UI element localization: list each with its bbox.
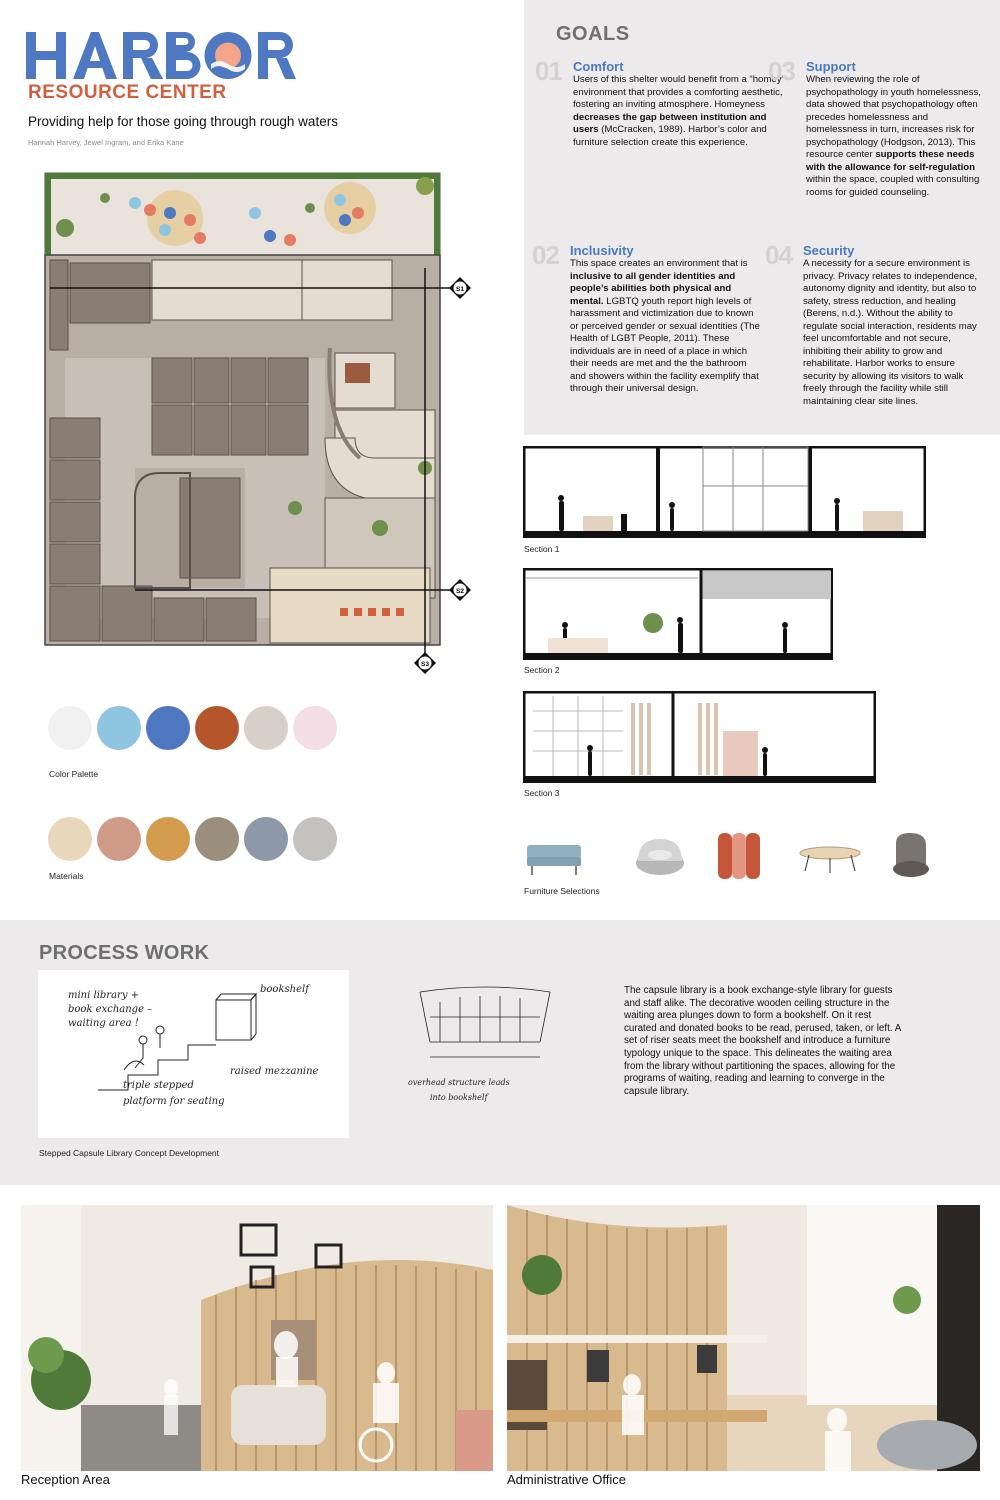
marker-label: S2 bbox=[456, 588, 464, 595]
goal-emphasis: inclusive to all gender identities and people’s abilities both physical and mental. bbox=[570, 270, 736, 307]
sketch-note: book exchange – bbox=[68, 1004, 153, 1015]
reception-area-render bbox=[21, 1205, 493, 1471]
floor-plan bbox=[40, 168, 480, 688]
sketch-note: bookshelf bbox=[260, 984, 309, 995]
sketch-caption: Stepped Capsule Library Concept Development bbox=[39, 1148, 220, 1158]
color-swatch bbox=[195, 706, 239, 750]
process-panel bbox=[0, 920, 1000, 1185]
armchair-image bbox=[632, 825, 688, 885]
goal-emphasis: supports these needs with the allowance for self-regulation bbox=[806, 149, 975, 173]
section-marker-s3 bbox=[414, 652, 436, 674]
goal-number: 04 bbox=[765, 240, 792, 270]
sketch-note: into bookshelf bbox=[430, 1093, 488, 1102]
process-description: The capsule library is a book exchange-style library for guests and staff alike. The decorative wooden ceiling structure in the waiting area plunges down to form a bookshelf. On it rest curated and donated books to be read, perused, taken, or left. A set of riser seats meet the bookshelf and introduce a furniture typology unique to the space. This delineates the waiting area from the library without partitioning the spaces, allowing for the programs of waiting, reading and learning to converge in the capsule library. bbox=[624, 985, 901, 1097]
sketch-note: mini library + bbox=[68, 990, 140, 1001]
section-3-label: Section 3 bbox=[524, 788, 560, 798]
stepped-library-sketch bbox=[38, 970, 349, 1138]
goal-body bbox=[573, 74, 788, 149]
section-marker-s1 bbox=[449, 277, 471, 299]
goal-text: When reviewing the role of psychopathology in youth homelessness, data showed that psychopathology often precedes homelessness and homelessness in turn, increases risk for psychopathology (Hodgson, 2013). This resource center bbox=[806, 74, 981, 160]
harbor-logo bbox=[26, 28, 296, 83]
tagline: Providing help for those going through rough waters bbox=[28, 114, 338, 129]
authors: Hannah Harvey, Jewel Ingram, and Erika Kane bbox=[28, 138, 184, 147]
marker-label: S3 bbox=[421, 661, 429, 668]
overhead-structure-sketch bbox=[400, 982, 570, 1112]
process-title: PROCESS WORK bbox=[39, 942, 210, 964]
color-swatch bbox=[97, 706, 141, 750]
material-swatch bbox=[293, 817, 337, 861]
marker-label: S1 bbox=[456, 286, 464, 293]
side-table-image bbox=[795, 825, 865, 885]
goal-body bbox=[570, 258, 760, 396]
goal-text: This space creates an environment that is bbox=[570, 258, 748, 269]
sketch-note: platform for seating bbox=[123, 1096, 225, 1107]
section-3-drawing bbox=[523, 691, 876, 783]
material-swatch bbox=[244, 817, 288, 861]
sketch-note: triple stepped bbox=[123, 1080, 194, 1091]
goal-name: Support bbox=[806, 59, 856, 74]
reception-caption: Reception Area bbox=[21, 1472, 110, 1487]
color-swatch bbox=[146, 706, 190, 750]
materials-palette bbox=[48, 817, 337, 861]
goal-body bbox=[806, 74, 986, 199]
lounge-chair-image bbox=[886, 825, 936, 885]
material-swatch bbox=[195, 817, 239, 861]
sketch-note: overhead structure leads bbox=[408, 1078, 510, 1087]
material-swatch bbox=[146, 817, 190, 861]
goal-inclusivity bbox=[532, 240, 760, 396]
goal-comfort bbox=[535, 56, 788, 149]
goal-text: within the space, coupled with consulting rooms for guided counseling. bbox=[806, 174, 980, 198]
goal-name: Security bbox=[803, 243, 855, 258]
section-1-label: Section 1 bbox=[524, 544, 560, 554]
office-caption: Administrative Office bbox=[507, 1472, 626, 1487]
logo-subtitle: RESOURCE CENTER bbox=[28, 82, 227, 103]
sofa-image bbox=[524, 825, 584, 885]
materials-label: Materials bbox=[49, 871, 84, 881]
administrative-office-render bbox=[507, 1205, 980, 1471]
furniture-label: Furniture Selections bbox=[524, 886, 600, 896]
goal-name: Inclusivity bbox=[570, 243, 634, 258]
goal-emphasis: decreases the gap between institution and users bbox=[573, 111, 767, 135]
material-swatch bbox=[48, 817, 92, 861]
color-swatch bbox=[293, 706, 337, 750]
sketch-note: waiting area ! bbox=[68, 1018, 139, 1029]
goal-number: 02 bbox=[532, 240, 559, 270]
goal-text: Users of this shelter would benefit from a “homey” environment that provides a comforting aesthetic, fostering an inviting atmosphere. Homeyness bbox=[573, 74, 785, 110]
goal-number: 01 bbox=[535, 56, 562, 86]
section-2-label: Section 2 bbox=[524, 665, 560, 675]
section-marker-s2 bbox=[449, 579, 471, 601]
color-palette bbox=[48, 706, 337, 750]
goal-body bbox=[803, 258, 985, 408]
material-swatch bbox=[97, 817, 141, 861]
sketch-note: raised mezzanine bbox=[230, 1066, 319, 1077]
section-1-drawing bbox=[523, 446, 926, 538]
goal-text: (McCracken, 1989). Harbor’s color and furniture selection create this experience. bbox=[573, 124, 767, 148]
goal-support bbox=[768, 56, 986, 199]
color-swatch bbox=[244, 706, 288, 750]
goals-title: GOALS bbox=[556, 23, 630, 45]
goal-text: LGBTQ youth report high levels of harassment and victimization due to known or perceived gender or sexual identities (The Health of LGBT People, 2011). These individuals are in need of a place in which their needs are met and the the bathroom and showers within the facility exemplify that through their universal design. bbox=[570, 295, 760, 394]
privacy-screen-image bbox=[712, 825, 768, 885]
color-palette-label: Color Palette bbox=[49, 769, 99, 779]
goal-text: A necessity for a secure environment is privacy. Privacy relates to independence, autonomy dignity and identity, but also to safety, stress reduction, and healing (Berens, n.d.). Without the ability to regulate social interaction, residents may feel uncomfortable and not secure, inhibiting their ability to grow and rehabilitate. Harbor works to ensure security by allowing its visitors to walk freely through the facility while still maintaining clear site lines. bbox=[803, 258, 978, 407]
goal-security bbox=[765, 240, 985, 408]
goals-panel bbox=[524, 0, 1000, 435]
goal-number: 03 bbox=[768, 56, 795, 86]
goal-name: Comfort bbox=[573, 59, 624, 74]
color-swatch bbox=[48, 706, 92, 750]
section-2-drawing bbox=[523, 568, 833, 660]
